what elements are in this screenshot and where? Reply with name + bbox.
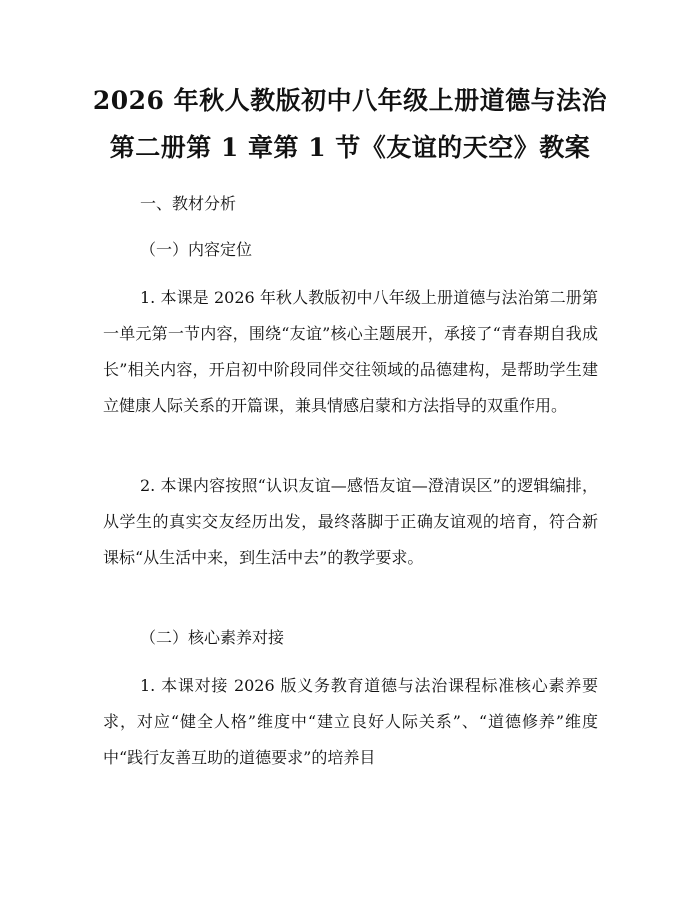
subsection-heading-core-literacy: （二）核心素养对接 bbox=[140, 628, 285, 647]
paragraph-content-positioning-1: 1. 本课是 2026 年秋人教版初中八年级上册道德与法治第二册第一单元第一节内容，围绕“友谊”核心主题展开，承接了“青春期自我成长”相关内容，开启初中阶段同伴交往领域的品德建构，是帮助学生建立健康人际关系的开篇课，兼具情感启蒙和方法指导的双重作用。 bbox=[103, 288, 598, 415]
paragraph-core-literacy-1: 1. 本课对接 2026 版义务教育道德与法治课程标准核心素养要求，对应“健全人格”维度中“建立良好人际关系”、“道德修养”维度中“践行友善互助的道德要求”的培养目 bbox=[103, 676, 598, 767]
document-title-line-2: 第二册第 1 章第 1 节《友谊的天空》教案 bbox=[109, 133, 591, 162]
document-title-line-1: 2026 年秋人教版初中八年级上册道德与法治 bbox=[92, 86, 608, 115]
subsection-heading-content-positioning: （一）内容定位 bbox=[140, 240, 253, 259]
paragraph-content-positioning-2: 2. 本课内容按照“认识友谊—感悟友谊—澄清误区”的逻辑编排，从学生的真实交友经历出发，最终落脚于正确友谊观的培育，符合新课标“从生活中来，到生活中去”的教学要求。 bbox=[103, 476, 598, 567]
section-heading-textbook-analysis: 一、教材分析 bbox=[140, 194, 237, 213]
